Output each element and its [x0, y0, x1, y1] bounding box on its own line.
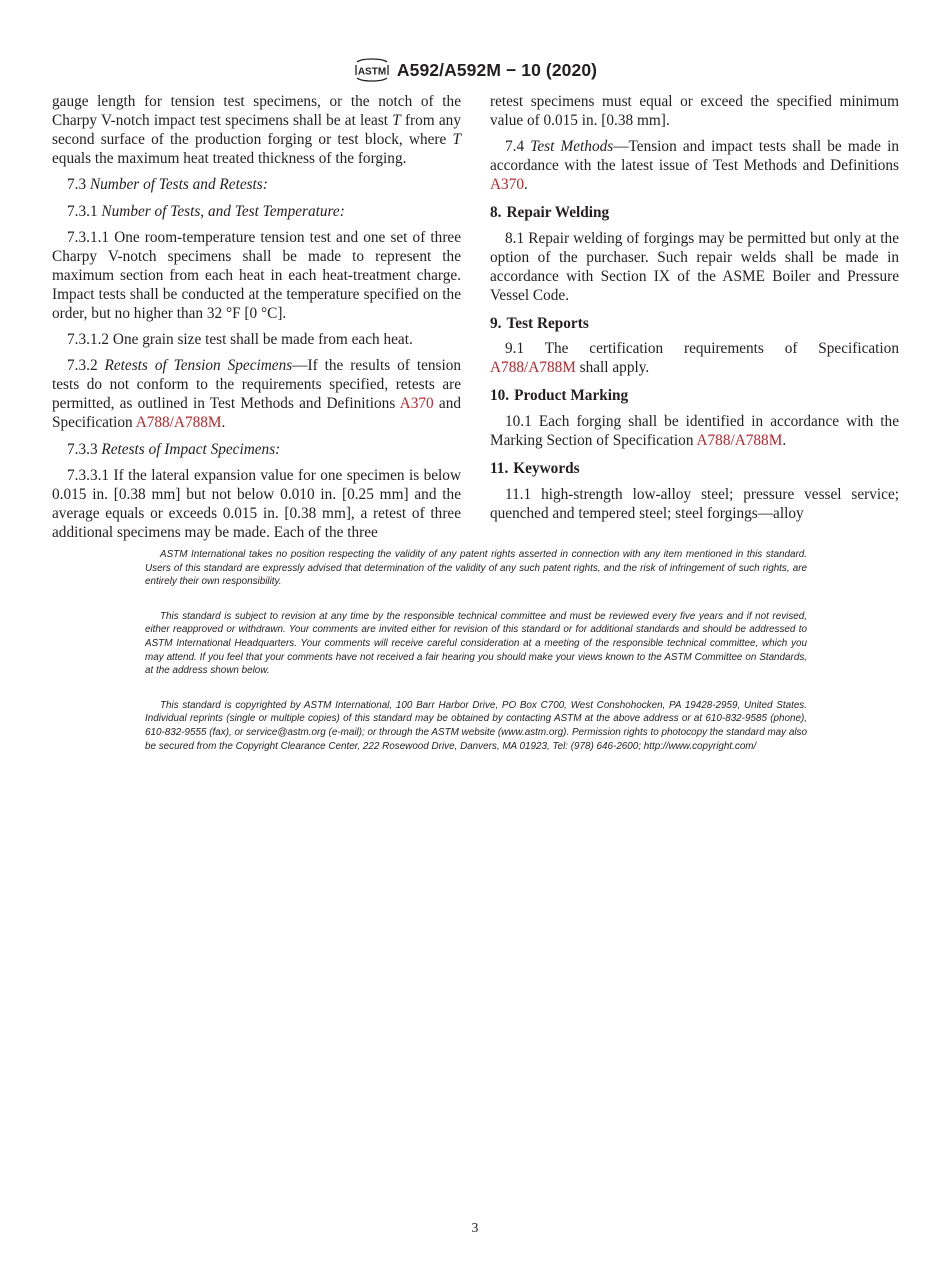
section-heading-keywords: 11. Keywords	[490, 460, 580, 477]
paragraph-7-4: 7.4 Test Methods—Tension and impact tests shall be made in accordance with the latest issue of Test Methods and Definitions A370.	[490, 138, 899, 194]
paragraph-7-3-3-1: 7.3.3.1 If the lateral expansion value for one specimen is below 0.015 in. [0.38 mm] but not below 0.010 in. [0.25 mm] and the average equals or exceeds 0.015 in. [0.38 mm], a retest of three additional specimens may be made. Each of the three	[52, 466, 462, 541]
legal-notices	[145, 548, 807, 774]
link-a370[interactable]: A370	[490, 176, 524, 194]
paragraph-7-2-continued: gauge length for tension test specimens, or the notch of the Charpy V-notch impact test specimens shall be at least T from any second surface of the production forging or test block, where T equals the maximum heat treated thickness of the forging.	[52, 93, 461, 167]
paragraph-9-1: 9.1 The certification requirements of Specification A788/A788M shall apply.	[490, 340, 899, 377]
section-heading-product-marking: 10. Product Marking	[490, 387, 629, 405]
paragraph-7-3-1-1: 7.3.1.1 One room-temperature tension test and one set of three Charpy V-notch specimens shall be made to represent the maximum section from each heat in each heat-treatment charge. Impact tests shall be conducted at the temperature specified on the order, but no higher than 32 °F [0 °C].	[52, 228, 461, 322]
astm-logo-icon	[353, 56, 391, 84]
standard-designation: A592/A592M − 10 (2020)	[396, 59, 598, 80]
paragraph-7-3-3-1-continued: retest specimens must equal or exceed the specified minimum value of 0.015 in. [0.38 mm].	[490, 93, 899, 129]
revision-notice: This standard is subject to revision at any time by the responsible technical committee and must be reviewed every five years and if not revised, either reapproved or withdrawn. Your comments are invited either for revision of this standard or for additional standards and should be addressed to ASTM International Headquarters. Your comments will receive careful consideration at a meeting of the responsible technical committee, which you may attend. If you feel that your comments have not received a fair hearing you should make your views known to the ASTM Committee on Standards, at the address shown below.	[145, 610, 807, 677]
paragraph-8-1: 8.1 Repair welding of forgings may be permitted but only at the option of the purchaser. Such repair welds shall be made in accordance with Section IX of the ASME Boiler and Pressure Vessel Code.	[490, 229, 899, 304]
page-number: 3	[471, 1220, 479, 1235]
link-a788-a788m[interactable]: A788/A788M	[696, 432, 783, 450]
link-a788-a788m[interactable]: A788/A788M	[490, 359, 576, 377]
section-heading-repair-welding: 8. Repair Welding	[490, 204, 610, 222]
logo-text: ASTM	[357, 66, 387, 78]
left-column	[52, 93, 461, 550]
right-column	[490, 93, 899, 531]
paragraph-7-3: 7.3 Number of Tests and Retests:	[67, 176, 268, 194]
paragraph-7-3-3: 7.3.3 Retests of Impact Specimens:	[67, 440, 281, 458]
link-a788-a788m[interactable]: A788/A788M	[135, 414, 222, 432]
link-a370[interactable]: A370	[399, 395, 434, 413]
paragraph-7-3-2: 7.3.2 Retests of Tension Specimens—If the results of tension tests do not conform to the requirements specified, retests are permitted, as outlined in Test Methods and Definitions A370 and Specification A788/A788M.	[52, 357, 462, 432]
paragraph-7-3-1-2: 7.3.1.2 One grain size test shall be made from each heat.	[67, 330, 413, 348]
paragraph-7-3-1: 7.3.1 Number of Tests, and Test Temperature:	[67, 202, 345, 220]
paragraph-11-1: 11.1 high-strength low-alloy steel; pressure vessel service; quenched and tempered steel; steel forgings—alloy	[490, 485, 899, 522]
section-heading-test-reports: 9. Test Reports	[490, 314, 589, 332]
copyright-notice: This standard is copyrighted by ASTM International, 100 Barr Harbor Drive, PO Box C700, West Conshohocken, PA 19428-2959, United States. Individual reprints (single or multiple copies) of this standard may be obtained by contacting ASTM at the above address or at 610-832-9585 (phone), 610-832-9555 (fax), or service@astm.org (e-mail); or through the ASTM website (www.astm.org). Permission rights to photocopy the standard may also be secured from the Copyright Clearance Center, 222 Rosewood Drive, Danvers, MA 01923, Tel: (978) 646-2600; http://www.copyright.com/	[145, 699, 807, 752]
page-header	[0, 54, 950, 86]
paragraph-10-1: 10.1 Each forging shall be identified in accordance with the Marking Section of Specification A788/A788M.	[490, 413, 899, 450]
patent-notice: ASTM International takes no position respecting the validity of any patent rights asserted in connection with any item mentioned in this standard. Users of this standard are expressly advised that determination of the validity of any such patent rights, and the risk of infringement of such rights, are entirely their own responsibility.	[145, 549, 807, 588]
